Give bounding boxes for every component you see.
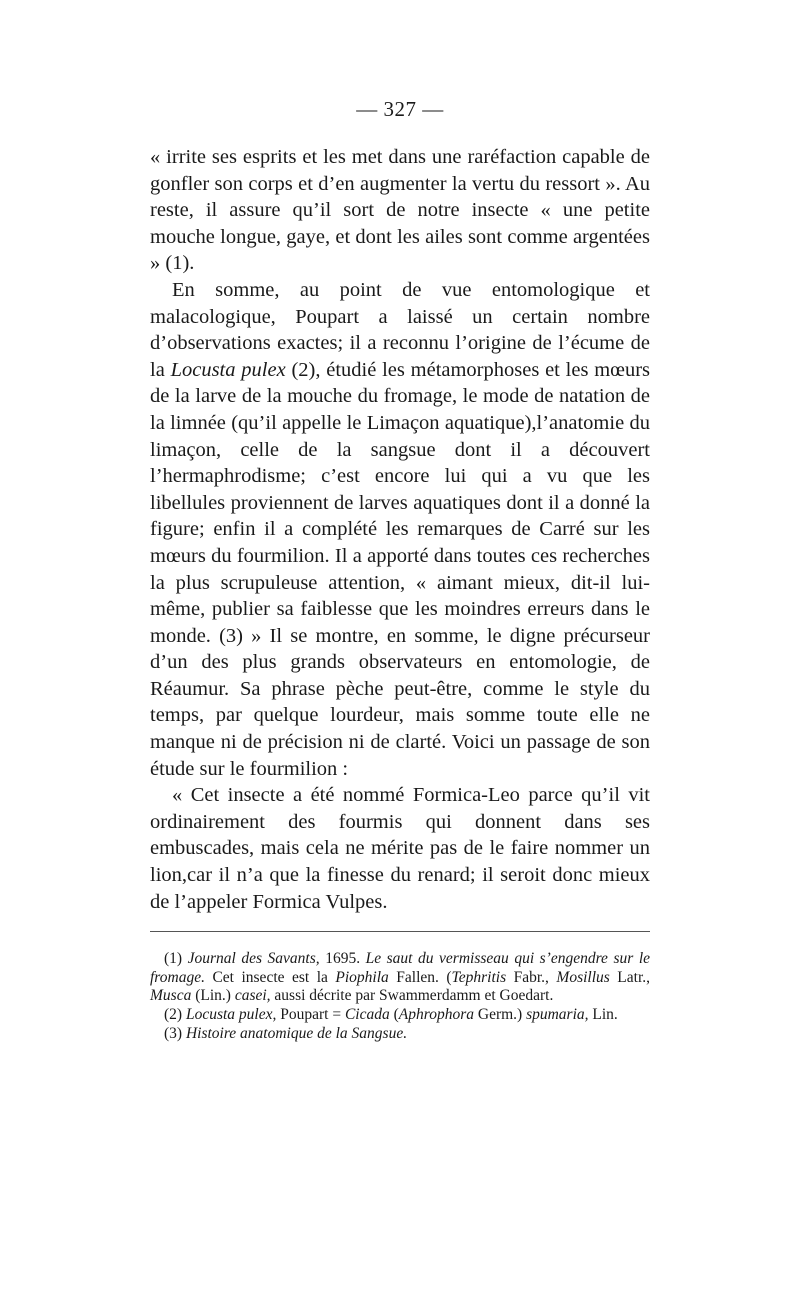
footnote-1-genus: Tephritis (451, 968, 507, 986)
footnote-2-text: ( (389, 1006, 399, 1023)
paragraph-3: « Cet insecte a été nommé Formica-Leo parce qu’il vit ordinairement des fourmis qui donnent dans ses embuscades, mais cela ne mérite pas de le faire nommer un lion,car il n’a que la finesse du renard; il seroit donc mieux de l’appeler Formica Vulpes. (150, 784, 650, 913)
paragraph-2-text-b: (2), étudié les métamorphoses et les mœurs de la larve de la mouche du fromage, le mode de natation de la limnée (qu’il appelle le Limaçon aquatique),l’anatomie du limaçon, celle de la sangsue dont il a découvert l’hermaphrodisme; c’est encore lui qui a vu que les libellules proviennent de larves aquatiques dont il a donné la figure; enfin il a complété les remarques de Carré sur les mœurs du fourmilion. Il a apporté dans toutes ces recherches la plus scrupuleuse attention, « aimant mieux, dit-il lui-même, publier sa faiblesse que les moindres erreurs dans le monde. (3) » Il se montre, en somme, le digne précurseur d’un des plus grands observateurs en entomologie, de Réaumur. Sa phrase pèche peut-être, comme le style du temps, par quelque lourdeur, mais somme toute elle ne manque ni de précision ni de clarté. Voici un passage de son étude sur le fourmilion : (150, 358, 650, 780)
footnote-3-title: Histoire anatomique de la Sangsue. (185, 1024, 408, 1042)
footnote-2-text: Lin. (588, 1006, 618, 1023)
footnote-1-genus: Mosillus (556, 968, 610, 986)
footnote-2-genus: Cicada (344, 1006, 390, 1023)
footnote-divider (150, 931, 650, 932)
footnote-1-text: aussi décrite par Swammerdamm et Goedart. (270, 987, 554, 1005)
paragraph-2 (150, 277, 650, 782)
footnote-1-number: (1) (164, 950, 188, 968)
footnote-1-species: casei, (234, 987, 271, 1005)
footnotes (150, 950, 650, 1043)
footnote-2-species: spumaria, (526, 1006, 589, 1023)
body-text (150, 144, 650, 915)
paragraph-2-text-a: En somme, au point de vue entomologique et malacologique, Poupart a laissé un certain nombre d’observations exactes; il a reconnu l’origine de l’écume de la (150, 278, 650, 381)
footnote-1-title: Le saut du vermisseau qui s’engendre sur le fromage. (150, 950, 651, 986)
page-number: — 327 — (356, 97, 444, 121)
footnote-1-text: Latr., (609, 968, 651, 986)
footnote-1-text: Fabr., (506, 968, 557, 986)
footnote-3 (150, 1025, 650, 1044)
footnote-2-text: Germ.) (474, 1006, 527, 1023)
paragraph-1: « irrite ses esprits et les met dans une raréfaction capable de gonfler son corps et d’en augmenter la vertu du ressort ». Au reste, il assure qu’il sort de notre insecte « une petite mouche longue, gaye, et dont les ailes sont comme argentées » (1). (150, 146, 650, 275)
footnote-2-species: Locusta pulex, (185, 1006, 277, 1023)
footnote-3-number: (3) (164, 1024, 186, 1042)
footnote-1-text: Cet insecte est la (204, 968, 336, 986)
footnote-1-genus: Musca (150, 987, 192, 1005)
footnote-1-journal: Journal des Savants, (187, 950, 320, 968)
footnote-1-text: 1695. (319, 950, 366, 968)
footnote-1-text: Fallen. ( (388, 968, 452, 986)
species-locusta-pulex: Locusta pulex (170, 358, 286, 381)
book-page (150, 96, 650, 1043)
footnote-1-text: (Lin.) (191, 987, 235, 1005)
footnote-2-number: (2) (164, 1006, 186, 1023)
footnote-2-genus: Aphrophora (398, 1006, 474, 1023)
footnote-2-text: Poupart = (276, 1006, 345, 1023)
footnote-1 (150, 950, 650, 1006)
footnote-2 (150, 1006, 650, 1025)
footnote-1-genus: Piophila (335, 968, 389, 986)
